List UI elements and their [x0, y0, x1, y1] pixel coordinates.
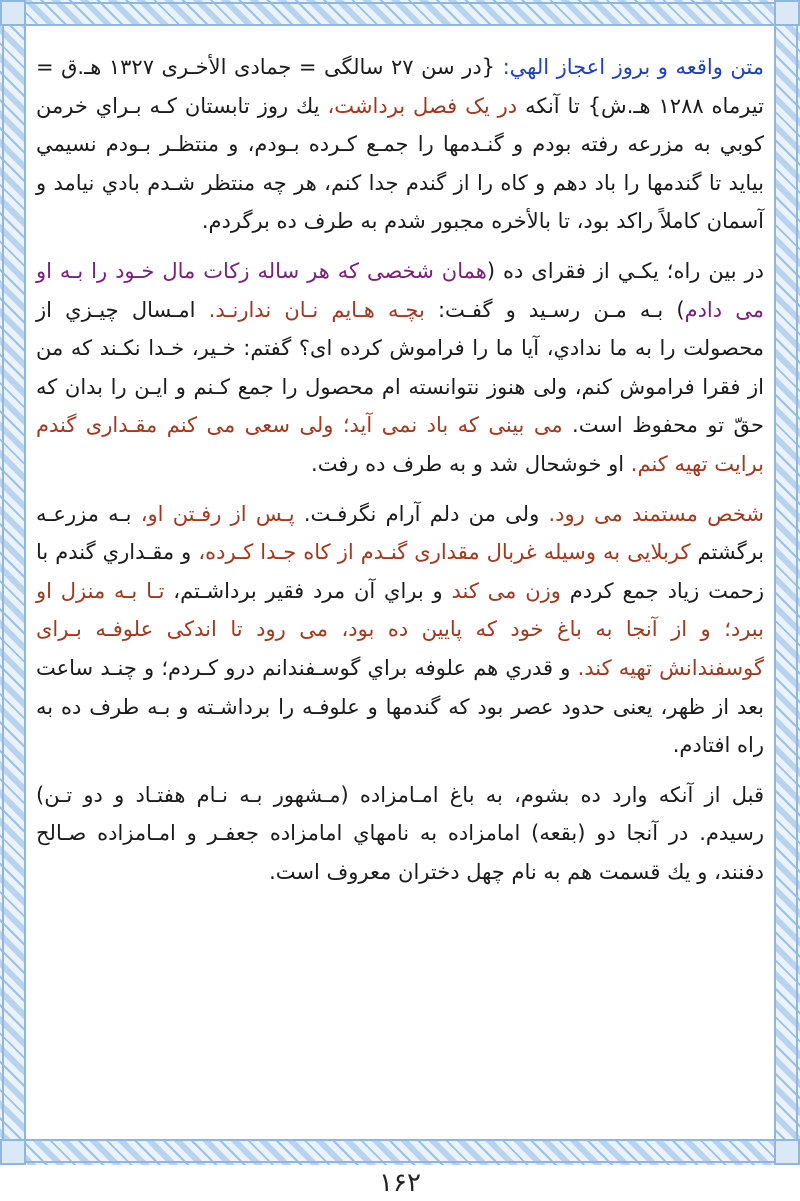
- body-text: قبل از آنكه وارد ده بشوم، به باغ امـامزاده (مـشهور بـه نـام هفتـاد و دو تـن) رسيدم. در آنجا دو (بقعه) امامزاده به نامهاي امامزاده جعفـر و امـامزاده صـالح دفنند، و يك قسمت هم به نام چهل دختران معروف است.: [36, 782, 764, 884]
- page-text: [36, 48, 764, 902]
- body-text: امـسال چيـزي از محصولت را به ما ندادي، آيا ما را فراموش كرده اى؟ گفتم: خـير، خـدا نكـند كه من از فقرا فراموش كنم، ولى هنوز نتوانسته ام محصول را جمع كـنم و ايـن را بدان كه حقّ تو محفوظ است.: [36, 297, 765, 438]
- highlighted-text: کربلایی به وسیله غربال مقداری گنـدم از کاه جـدا کـرده،: [198, 540, 691, 565]
- highlighted-text: متن واقعه و بروز اعجاز الهي:: [502, 55, 764, 79]
- paragraph: [36, 495, 764, 765]
- body-text: در بين راه؛ يكـي از فقراى ده (: [486, 258, 764, 283]
- highlighted-text: وزن می کند: [451, 578, 561, 603]
- paragraph: [36, 48, 764, 241]
- highlighted-text: در یک فصل برداشت،: [327, 93, 518, 118]
- border-corner-bottom-left: [0, 1139, 26, 1165]
- body-text: و مقـداري گندم با زحمت زياد جمع كردم: [36, 540, 764, 603]
- highlighted-text: شخص مستمند می رود.: [548, 501, 764, 526]
- border-corner-bottom-right: [774, 1139, 800, 1165]
- highlighted-text: می بینی که باد نمی آید؛ ولی سعی می کنم مقـداری گندم برایت تهیه کنم.: [36, 413, 764, 476]
- border-corner-top-right: [774, 0, 800, 26]
- body-text: ولی من دلم آرام نگرفـت.: [294, 501, 549, 526]
- highlighted-text: تـا بـه منزل او ببرد؛ و از آنجا به باغ خود که پایین ده بود، می رود تا اندکی علوفـه بـرای گوسفندانش تهیه کند.: [36, 578, 764, 680]
- paragraph: [36, 252, 764, 484]
- border-corner-top-left: [0, 0, 26, 26]
- paragraph: [36, 776, 764, 892]
- highlighted-text: پـس از رفـتن او،: [140, 501, 295, 526]
- body-text: بـه مزرعـه برگشتم: [36, 501, 764, 565]
- page-number: ۱۶۲: [379, 1168, 421, 1198]
- body-text: و براي آن مرد فقير برداشـتم،: [164, 578, 452, 603]
- body-text: يك روز تابستان كـه بـراي خرمن كوبي به مزرعه رفته بودم و گنـدمها را جمـع كـرده بـودم، و منتظـر بـودم نسيمي بيايد تا گندمها را باد دهم و كاه را از گندم جدا كنم، هر چه منتظر شـدم بادي نيامد و آسمان كاملاً راكد بود، تا بالأخره مجبور شدم به طرف ده برگردم.: [36, 93, 764, 234]
- body-text: او خوشحال شد و به طرف ده رفت.: [311, 451, 631, 476]
- body-text: ) بـه مـن رسـيد و گفـت:: [424, 297, 685, 322]
- body-text: و قدري هم علوفه براي گوسـفندانم درو كـردم؛ و چنـد ساعت بعد از ظهر، يعنى حدود عصر بود كه گندمها و علوفـه را برداشـته و بـه طرف ده به راه افتادم.: [36, 655, 764, 758]
- highlighted-text: همان شخصی که هر ساله زکات مال خـود را بـه او می دادم: [36, 258, 765, 322]
- body-text: {در سن ۲۷ سالگی = جمادی الأخـری ۱۳۲۷ هـ.ق = تیرماه ۱۲۸۸ هـ.ش} تا آنكه: [36, 55, 764, 118]
- highlighted-text: بچـه هـايم نـان ندارنـد.: [208, 297, 425, 322]
